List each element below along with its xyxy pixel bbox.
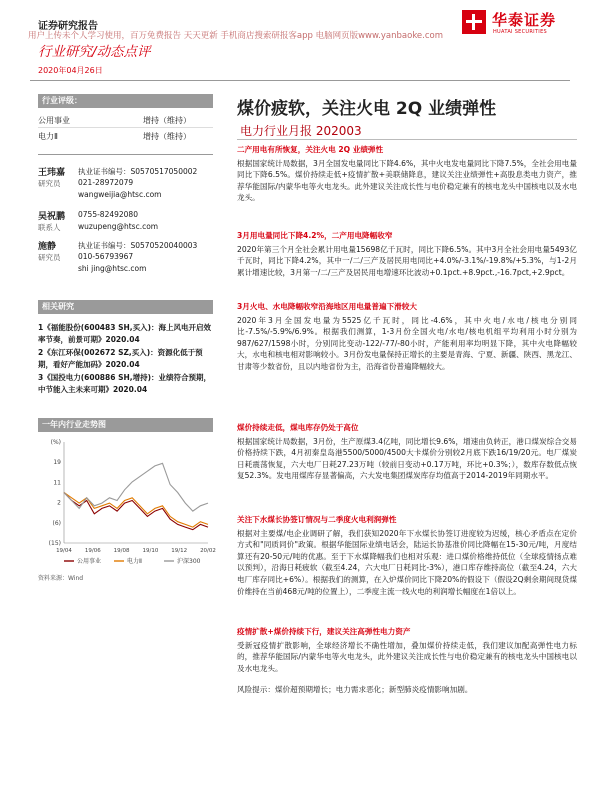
rating-divider — [38, 154, 213, 155]
y-tick-label: 2 — [57, 499, 61, 507]
related-section — [38, 300, 213, 395]
section-heading: 二产用电有所恢复，关注火电 2Q 业绩弹性 — [237, 145, 384, 154]
logo-chinese: 华泰证券 — [492, 11, 557, 29]
logo-english: HUATAI SECURITIES — [493, 29, 547, 35]
rating-industry: 公用事业 — [38, 116, 70, 125]
section-heading: 关注下水煤长协签订情况与二季度火电利润弹性 — [237, 515, 397, 524]
related-title: 相关研究 — [38, 300, 213, 314]
related-item[interactable]: 3《国投电力(600886 SH,增持)：业绩符合预期，中节能入主未来可期》2020.04 — [38, 373, 212, 394]
section-heading: 3月火电、水电降幅收窄沿海地区用电量普遍下滑较大 — [237, 302, 417, 311]
report-date: 2020年04月26日 — [38, 66, 103, 75]
section-4 — [237, 422, 577, 482]
section-text: 根据国家统计局数据，3月份，生产原煤3.4亿吨，同比增长9.6%，增速由负转正，港口煤炭综合交易价格持续下跌，4月初秦皇岛港5500/5000/4500大卡煤价分别较2月底下跌16/19/20元。电厂煤炭日耗震荡恢复，六大电厂日耗27.23万吨（较前日变动+0.17万吨，环比+0.3%；），数库存数低点恢复52.3%。发电用煤库存显著偏高，六大发电集团煤炭库存均值高于2014-2019年同期水平。 — [237, 436, 577, 481]
legend-label: 沪深300 — [177, 558, 201, 565]
legend-label: 电力Ⅱ — [127, 558, 142, 565]
section-text: 根据对主要煤/电企业调研了解，我们获知2020年下水煤长协签订进度较为迟缓，核心矛盾点在定价方式和"同质同价"政策。根据华能国际业绩电话会，陆运长协基准价同比降幅在15-30元/吨，月度结算还有20-50元/吨的优惠。至于下水煤降幅我们也相对乐观：进口煤价格维持低位（全球疫情扬点难以预判），沿海日耗疲软（截至4.24，六大电厂日耗同比-3%），港口库存维持高位（截至4.24，六大电厂库存同比+6%）。根据我们的测算，在入炉煤价同比下降20%的假设下（假设2Q剩余期间现货煤价维持在当前468元/吨的位置上），二季度主流一线火电的利润增长幅度在1倍以上。 — [237, 528, 577, 596]
x-tick-label: 20/02 — [200, 548, 216, 554]
header-divider — [30, 80, 570, 81]
rating-section — [38, 94, 213, 142]
watermark-text: 用户上传未个人学习使用，百万免费报告 天天更新 手机商店搜索研报客app 电脑网页版www.yanbaoke.com — [28, 31, 444, 41]
analyst-role: 联系人 — [38, 223, 61, 232]
analyst-role: 研究员 — [38, 253, 61, 262]
section-heading: 疫情扩散+煤价持续下行，建议关注高弹性电力资产 — [237, 627, 411, 636]
section-5 — [237, 514, 577, 597]
section-text: 2020年3月全国发电量为5525亿千瓦时，同比-4.6%，其中火电/水电/核电分别同比-7.5%/-5.9%/6.9%。根据我们测算，1-3月份全国火电/水电/核电机组平均利用小时分别为987/627/1598小时，分别同比变动-122/-77/-80小时，产能利用率均明显下降，其中火电降幅较大，水电和核电相对影响较小。3月份发电量保持正增长的主要是青海、宁夏、新疆、陕西、黑龙江、甘肃等少数省份，且以内地省份为主，沿海省份普遍降幅较大。 — [237, 315, 577, 371]
section-text: 2020年第三个月全社会累计用电量15698亿千瓦时，同比下降6.5%。其中3月全社会用电量5493亿千瓦时，同比下降4.2%，其中一/二/三产及居民用电同比+4.0%/-3.1%/-19.8%/+5.3%，与1-2月累计增速比较，3月第一/二/三产及居民用电增速环比波动+0.1pct.+8.9pct.,-16.7pct,+2.9pct。 — [237, 244, 577, 277]
analyst-email[interactable]: wuzupeng@htsc.com — [78, 222, 159, 231]
y-tick-label: 11 — [53, 479, 61, 487]
analyst-list — [38, 165, 213, 279]
chart-source: 资料来源：Wind — [38, 575, 84, 582]
rating-industry: 电力Ⅱ — [38, 132, 58, 141]
section-heading: 3月用电量同比下降4.2%，二产用电降幅收窄 — [237, 231, 393, 240]
y-tick-label: (%) — [50, 439, 61, 446]
y-tick-label: (6) — [52, 519, 61, 527]
analyst-card — [38, 209, 213, 239]
section-text: 受新冠疫情扩散影响，全球经济增长不确性增加，叠加煤价持续走低，我们建议加配高弹性电力标的，推荐华能国际/内蒙华电等火电龙头，此外建议关注成长性与电价稳定兼有的核电龙头中国核电以及水电龙头。 — [237, 640, 577, 673]
section-text: 根据国家统计局数据，3月全国发电量同比下降4.6%，其中火电发电量同比下降7.5%，全社会用电量同比下降6.5%。煤价持续走低+疫情扩散+美联储降息，建议关注业绩弹性+高股息类电力资产，推荐华能国际/内蒙华电等火电龙头。此外建议关注成长性与电价稳定兼有的核电龙头中国核电以及水电龙头。 — [237, 158, 577, 203]
huatai-logo — [462, 6, 570, 40]
report-kind: 证券研究报告 — [38, 21, 98, 32]
section-1 — [237, 144, 577, 204]
rating-value: 增持（维持） — [143, 132, 191, 141]
section-2 — [237, 230, 577, 278]
x-tick-label: 19/12 — [171, 548, 188, 554]
y-tick-label: 19 — [53, 459, 61, 467]
analyst-card — [38, 239, 213, 279]
analyst-name: 吴祝鹏 — [38, 212, 66, 222]
related-item[interactable]: 2《东江环保(002672 SZ,买入)：资源化低于预期，看好产能加码》2020.04 — [38, 348, 203, 369]
report-category: 行业研究/动态点评 — [38, 44, 151, 60]
analyst-email[interactable]: shi jing@htsc.com — [78, 264, 147, 273]
trend-chart-section — [38, 418, 216, 582]
x-tick-label: 19/08 — [113, 548, 130, 554]
analyst-phone: 021-28972079 — [78, 178, 134, 187]
analyst-email[interactable]: wangweijia@htsc.com — [78, 190, 162, 199]
analyst-phone: 010-56793967 — [78, 252, 134, 261]
title-divider — [237, 139, 577, 140]
report-title: 煤价疲软，关注火电 2Q 业绩弹性 — [237, 99, 497, 119]
rating-value: 增持（维持） — [143, 116, 191, 125]
x-tick-label: 19/06 — [84, 548, 101, 554]
y-tick-label: (15) — [48, 540, 61, 547]
section-heading: 煤价持续走低，煤电库存仍处于高位 — [237, 423, 359, 432]
rating-row — [38, 129, 213, 142]
analyst-name: 施静 — [38, 242, 57, 252]
section-6 — [237, 626, 577, 674]
analyst-role: 研究员 — [38, 179, 61, 188]
analyst-cert: 执业证书编号：S0570520040003 — [78, 241, 198, 250]
related-item[interactable]: 1《福能股份(600483 SH,买入)：海上风电开启效率节奏，前景可期》2020.04 — [38, 323, 212, 344]
risk-note — [237, 684, 577, 696]
risk-text: 风险提示：煤价超预期增长；电力需求恶化；新型肺炎疫情影响加剧。 — [237, 685, 473, 694]
x-tick-label: 19/04 — [56, 548, 72, 554]
rating-row — [38, 113, 213, 126]
legend-label: 公用事业 — [77, 558, 102, 565]
rating-title: 行业评级： — [38, 94, 213, 108]
series-line-2 — [64, 493, 208, 528]
logo-mark-icon — [462, 10, 486, 34]
trend-chart — [38, 436, 216, 571]
x-tick-label: 19/10 — [142, 548, 159, 554]
report-subtitle: 电力行业月报 202003 — [240, 124, 362, 138]
analyst-cert: 执业证书编号：S0570517050002 — [78, 167, 198, 176]
analyst-name: 王玮嘉 — [38, 168, 66, 178]
analyst-card — [38, 165, 213, 209]
section-3 — [237, 301, 577, 373]
chart-title: 一年内行业走势图 — [38, 418, 213, 432]
analyst-phone: 0755-82492080 — [78, 210, 138, 219]
